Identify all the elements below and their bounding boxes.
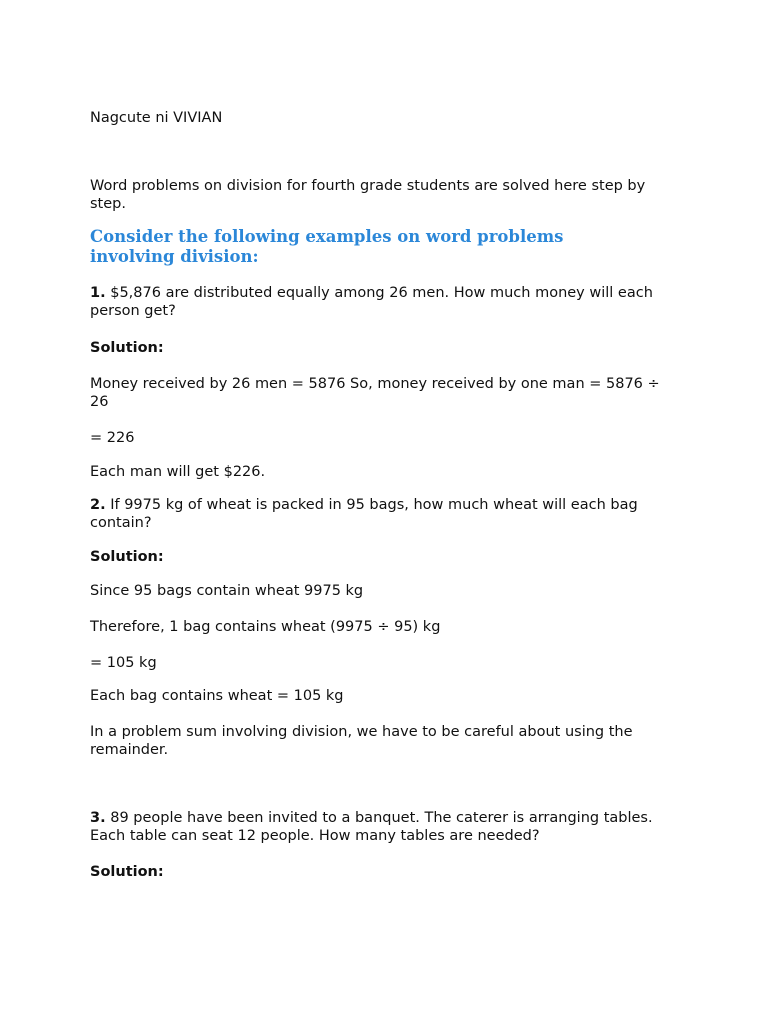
problem-2-step: = 105 kg (90, 655, 157, 671)
problem-3-question (90, 809, 680, 845)
problem-2-number: 2. (90, 497, 106, 513)
note-paragraph: In a problem sum involving division, we have to be careful about using the remainder. (90, 724, 633, 758)
problem-1-question (90, 284, 680, 320)
problem-2-question (90, 496, 680, 532)
problem-1-text: $5,876 are distributed equally among 26 men. How much money will each person get? (90, 285, 653, 319)
problem-3-text: 89 people have been invited to a banquet. The caterer is arranging tables. Each table can seat 12 people. How many tables are needed? (90, 810, 653, 844)
intro-paragraph: Word problems on division for fourth grade students are solved here step by step. (90, 178, 646, 212)
section-heading: Consider the following examples on word problems involving division: (90, 227, 564, 266)
problem-3-number: 3. (90, 810, 106, 826)
author-line: Nagcute ni VIVIAN (90, 110, 223, 126)
problem-2-answer: Each bag contains wheat = 105 kg (90, 688, 344, 704)
problem-3-solution-label: Solution: (90, 864, 164, 880)
problem-2-text: If 9975 kg of wheat is packed in 95 bags, how much wheat will each bag contain? (90, 497, 638, 531)
problem-1-step: = 226 (90, 430, 135, 446)
problem-1-answer: Each man will get $226. (90, 464, 266, 480)
problem-1-number: 1. (90, 285, 106, 301)
problem-2-solution-label: Solution: (90, 549, 164, 565)
problem-2-step: Therefore, 1 bag contains wheat (9975 ÷ 95) kg (90, 619, 441, 635)
problem-1-solution-label: Solution: (90, 340, 164, 356)
problem-2-step: Since 95 bags contain wheat 9975 kg (90, 583, 364, 599)
problem-1-step: Money received by 26 men = 5876 So, money received by one man = 5876 ÷ 26 (90, 376, 660, 410)
